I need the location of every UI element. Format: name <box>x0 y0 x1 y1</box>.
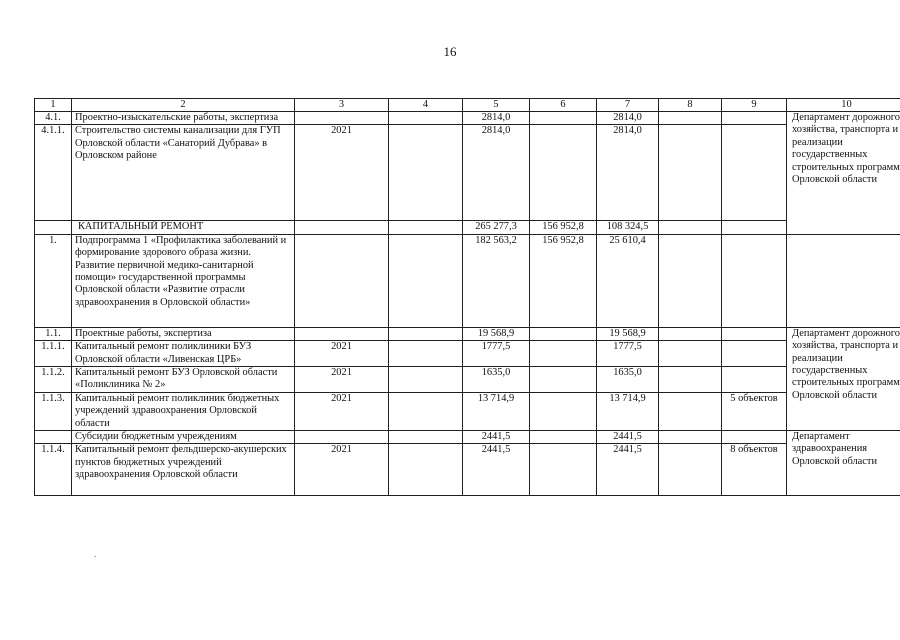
row-col6 <box>530 444 597 496</box>
column-header: 10 <box>787 99 900 112</box>
row-col7: 19 568,9 <box>597 327 659 340</box>
table-row <box>35 341 900 367</box>
row-col9: 8 объектов <box>722 444 787 496</box>
row-col6 <box>530 431 597 444</box>
row-col9 <box>722 125 787 221</box>
row-year: 2021 <box>295 125 389 221</box>
row-col9 <box>722 341 787 367</box>
row-col8 <box>659 341 722 367</box>
row-year <box>295 327 389 340</box>
row-col8 <box>659 431 722 444</box>
row-col7: 1777,5 <box>597 341 659 367</box>
row-col7: 108 324,5 <box>597 221 659 234</box>
row-col9 <box>722 112 787 125</box>
row-col6: 156 952,8 <box>530 234 597 327</box>
row-year <box>295 234 389 327</box>
row-col7: 25 610,4 <box>597 234 659 327</box>
column-header: 6 <box>530 99 597 112</box>
row-col8 <box>659 125 722 221</box>
row-col5: 13 714,9 <box>463 392 530 430</box>
row-col4 <box>389 221 463 234</box>
section-title: КАПИТАЛЬНЫЙ РЕМОНТ <box>72 221 295 234</box>
row-year <box>295 431 389 444</box>
row-col7: 2441,5 <box>597 444 659 496</box>
row-title: Строительство системы канализации для ГУП Орловской области «Санаторий Дубрава» в Орловском районе <box>72 125 295 221</box>
row-number: 1.1.4. <box>35 444 72 496</box>
row-col6 <box>530 367 597 393</box>
row-col7: 2814,0 <box>597 125 659 221</box>
row-year: 2021 <box>295 367 389 393</box>
row-col5: 2441,5 <box>463 431 530 444</box>
department-cell: Департамент дорожного хозяйства, транспорта и реализации государственных строительных программ Орловской области <box>787 112 900 235</box>
table-row <box>35 444 900 496</box>
row-title: Капитальный ремонт поликлиники БУЗ Орловской области «Ливенская ЦРБ» <box>72 341 295 367</box>
row-col5: 1777,5 <box>463 341 530 367</box>
row-title: Капитальный ремонт фельдшерско-акушерских пунктов бюджетных учреждений здравоохранения Орловской области <box>72 444 295 496</box>
row-col4 <box>389 112 463 125</box>
row-col7: 13 714,9 <box>597 392 659 430</box>
row-title: Капитальный ремонт поликлиник бюджетных учреждений здравоохранения Орловской области <box>72 392 295 430</box>
row-col8 <box>659 234 722 327</box>
row-col5: 2441,5 <box>463 444 530 496</box>
table-row <box>35 125 900 221</box>
row-col5: 1635,0 <box>463 367 530 393</box>
row-col5: 2814,0 <box>463 125 530 221</box>
row-number: 4.1. <box>35 112 72 125</box>
row-number: 1.1.1. <box>35 341 72 367</box>
row-title: Проектные работы, экспертиза <box>72 327 295 340</box>
row-col9 <box>722 221 787 234</box>
row-col9 <box>722 327 787 340</box>
column-header: 1 <box>35 99 72 112</box>
table-row <box>35 112 900 125</box>
row-col5: 2814,0 <box>463 112 530 125</box>
table-row <box>35 367 900 393</box>
department-cell: Департамент дорожного хозяйства, транспорта и реализации государственных строительных программ Орловской области <box>787 327 900 430</box>
row-title: Проектно-изыскательские работы, экспертиза <box>72 112 295 125</box>
row-col5: 182 563,2 <box>463 234 530 327</box>
column-header: 9 <box>722 99 787 112</box>
budget-table <box>34 98 900 496</box>
row-col5: 265 277,3 <box>463 221 530 234</box>
row-number: 1.1.3. <box>35 392 72 430</box>
row-col6 <box>530 125 597 221</box>
column-number-row <box>35 99 900 112</box>
row-col6 <box>530 112 597 125</box>
column-header: 3 <box>295 99 389 112</box>
row-col8 <box>659 112 722 125</box>
row-col6 <box>530 392 597 430</box>
row-col8 <box>659 367 722 393</box>
row-col4 <box>389 341 463 367</box>
row-col8 <box>659 444 722 496</box>
row-year <box>295 112 389 125</box>
column-header: 8 <box>659 99 722 112</box>
footer-mark: . <box>94 549 97 559</box>
row-col4 <box>389 431 463 444</box>
row-col7: 2814,0 <box>597 112 659 125</box>
row-col9 <box>722 367 787 393</box>
row-col8 <box>659 221 722 234</box>
row-col8 <box>659 392 722 430</box>
row-col6 <box>530 341 597 367</box>
row-year: 2021 <box>295 392 389 430</box>
row-col4 <box>389 392 463 430</box>
row-col7: 2441,5 <box>597 431 659 444</box>
row-col8 <box>659 327 722 340</box>
table-row <box>35 327 900 340</box>
row-year <box>295 221 389 234</box>
row-year: 2021 <box>295 341 389 367</box>
row-title: Подпрограмма 1 «Профилактика заболеваний и формирование здорового образа жизни. Развитие первичной медико-санитарной помощи» государственной программы Орловской области «Развитие отрасли здравоохранения в Орловской области» <box>72 234 295 327</box>
page-number: 16 <box>443 44 457 59</box>
row-number <box>35 431 72 444</box>
table-row <box>35 234 900 327</box>
row-col4 <box>389 367 463 393</box>
column-header: 4 <box>389 99 463 112</box>
row-number: 1.1. <box>35 327 72 340</box>
table-row <box>35 392 900 430</box>
row-col9: 5 объектов <box>722 392 787 430</box>
row-col5: 19 568,9 <box>463 327 530 340</box>
row-title: Субсидии бюджетным учреждениям <box>72 431 295 444</box>
department-cell: Департамент здравоохранения Орловской области <box>787 431 900 496</box>
row-year: 2021 <box>295 444 389 496</box>
row-col4 <box>389 125 463 221</box>
column-header: 7 <box>597 99 659 112</box>
row-col9 <box>722 234 787 327</box>
row-col4 <box>389 327 463 340</box>
table-row <box>35 431 900 444</box>
row-col7: 1635,0 <box>597 367 659 393</box>
column-header: 2 <box>72 99 295 112</box>
row-col6: 156 952,8 <box>530 221 597 234</box>
row-title: Капитальный ремонт БУЗ Орловской области «Поликлиника № 2» <box>72 367 295 393</box>
table-row <box>35 221 900 234</box>
row-col4 <box>389 444 463 496</box>
row-col6 <box>530 327 597 340</box>
row-number: 1. <box>35 234 72 327</box>
department-cell-empty <box>787 234 900 327</box>
row-number <box>35 221 72 234</box>
row-col4 <box>389 234 463 327</box>
row-number: 4.1.1. <box>35 125 72 221</box>
row-col9 <box>722 431 787 444</box>
column-header: 5 <box>463 99 530 112</box>
row-number: 1.1.2. <box>35 367 72 393</box>
